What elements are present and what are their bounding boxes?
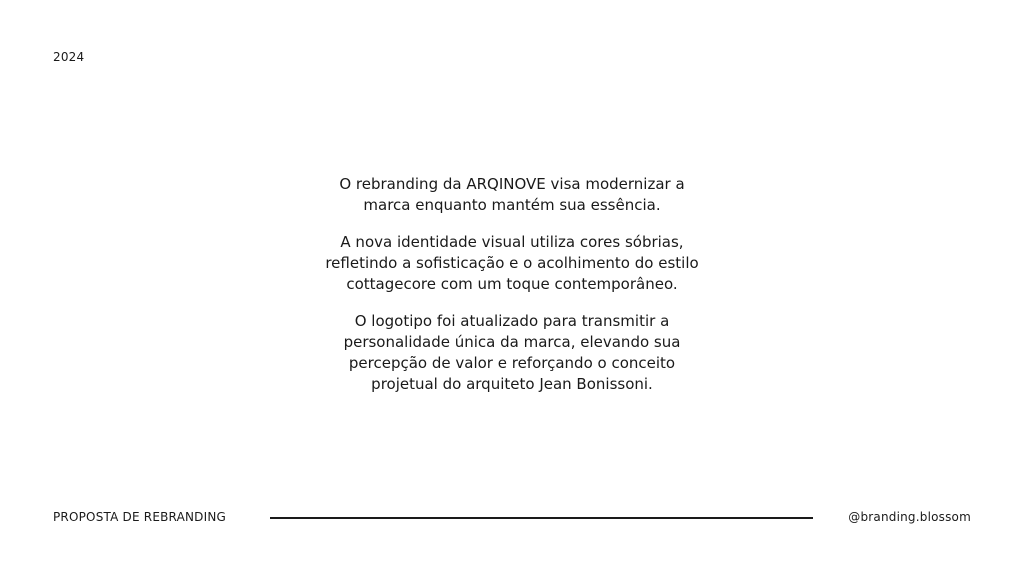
footer-handle: @branding.blossom (848, 510, 971, 524)
year-label: 2024 (53, 50, 85, 64)
paragraph-line: projetual do arquiteto Jean Bonissoni. (371, 375, 653, 393)
paragraph-line: O rebranding da ARQINOVE visa modernizar a (339, 175, 685, 193)
paragraph-line: cottagecore com um toque contemporâneo. (346, 275, 678, 293)
footer-divider (270, 517, 813, 519)
paragraph-line: personalidade única da marca, elevando sua (343, 333, 681, 351)
footer-title: PROPOSTA DE REBRANDING (53, 510, 227, 524)
paragraph-intro (262, 174, 762, 216)
paragraph-logo (262, 311, 762, 395)
paragraph-identity (262, 232, 762, 295)
paragraph-line: marca enquanto mantém sua essência. (363, 196, 661, 214)
paragraph-line: refletindo a sofisticação e o acolhimento do estilo (325, 254, 699, 272)
main-text-block (262, 174, 762, 411)
paragraph-line: O logotipo foi atualizado para transmitir a (354, 312, 670, 330)
paragraph-line: A nova identidade visual utiliza cores sóbrias, (340, 233, 684, 251)
paragraph-line: percepção de valor e reforçando o conceito (348, 354, 676, 372)
